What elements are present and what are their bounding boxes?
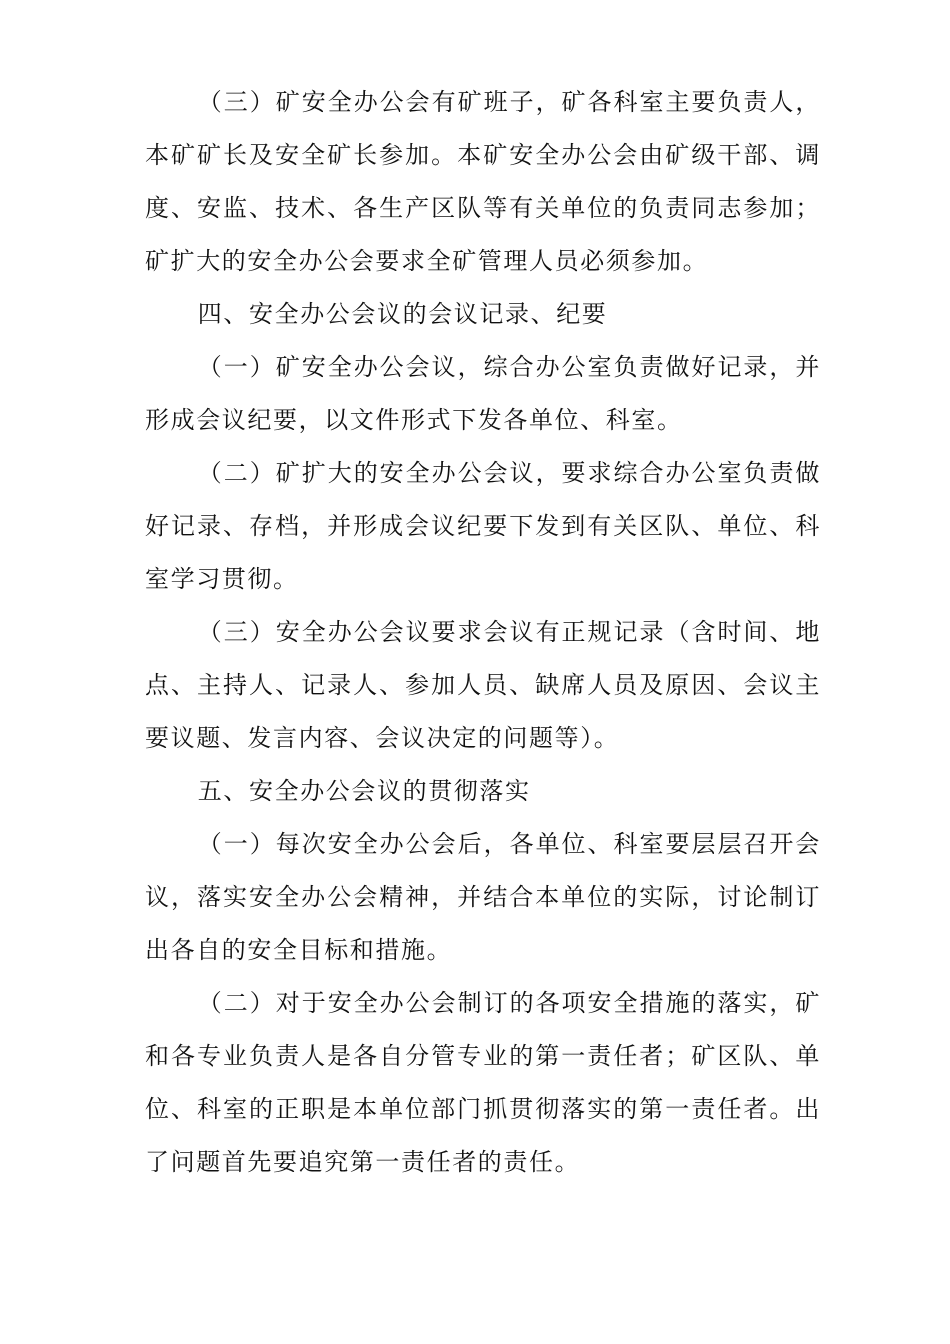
paragraph-4-2: （二）矿扩大的安全办公会议，要求综合办公室负责做好记录、存档，并形成会议纪要下发到有关区队、单位、科室学习贯彻。 <box>145 459 821 593</box>
section-heading-4: 四、安全办公会议的会议记录、纪要 <box>197 300 608 328</box>
paragraph-5-1: （一）每次安全办公会后，各单位、科室要层层召开会议，落实安全办公会精神，并结合本单位的实际，讨论制订出各自的安全目标和措施。 <box>145 830 821 964</box>
paragraph-3-attendance: （三）矿安全办公会有矿班子，矿各科室主要负责人，本矿矿长及安全矿长参加。本矿安全办公会由矿级干部、调度、安监、技术、各生产区队等有关单位的负责同志参加；矿扩大的安全办公会要求全矿管理人员必须参加。 <box>145 88 821 275</box>
paragraph-4-3: （三）安全办公会议要求会议有正规记录（含时间、地点、主持人、记录人、参加人员、缺席人员及原因、会议主要议题、发言内容、会议决定的问题等）。 <box>145 618 821 752</box>
document-body <box>145 76 821 1189</box>
paragraph-5-2: （二）对于安全办公会制订的各项安全措施的落实，矿和各专业负责人是各自分管专业的第一责任者；矿区队、单位、科室的正职是本单位部门抓贯彻落实的第一责任者。出了问题首先要追究第一责任者的责任。 <box>145 989 821 1176</box>
section-heading-5: 五、安全办公会议的贯彻落实 <box>197 777 531 805</box>
paragraph-4-1: （一）矿安全办公会议，综合办公室负责做好记录，并形成会议纪要，以文件形式下发各单位、科室。 <box>145 353 821 434</box>
